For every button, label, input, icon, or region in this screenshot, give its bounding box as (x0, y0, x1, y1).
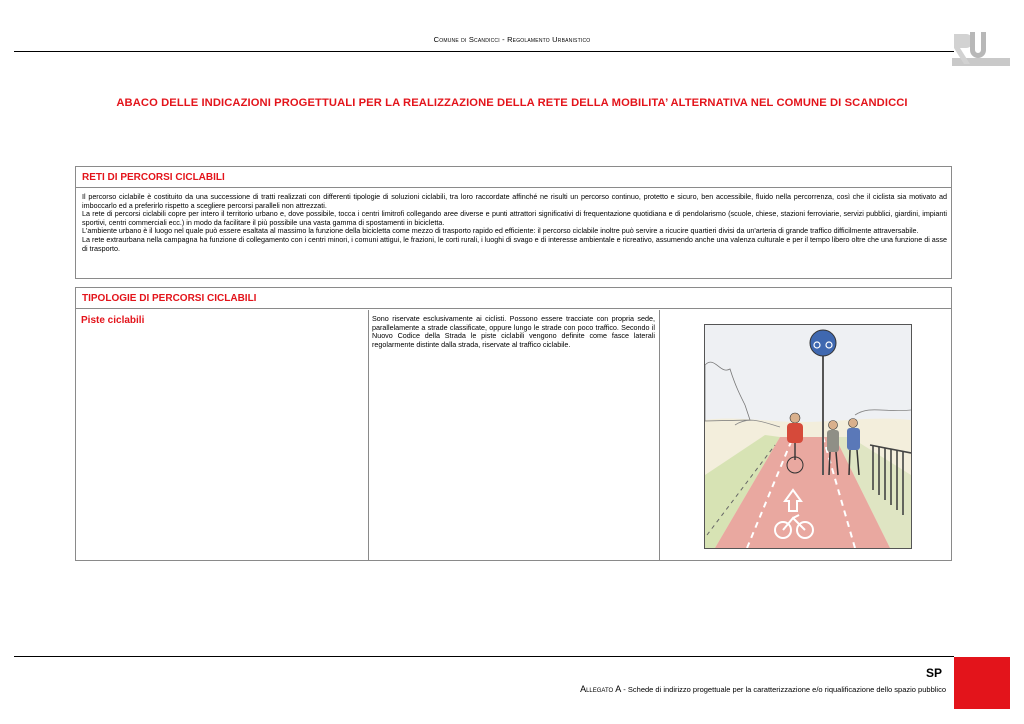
footer-rule (14, 656, 954, 657)
section-code: SP (926, 666, 943, 680)
section-tipologie (75, 287, 952, 561)
type-label: Piste ciclabili (81, 315, 145, 326)
type-label-cell (76, 310, 369, 560)
header-rule (14, 51, 954, 52)
section-reti-percorsi (75, 166, 952, 279)
tipologie-table (76, 310, 951, 560)
paragraph: L'ambiente urbano è il luogo nel quale può essere esaltata al massimo la funzione della bicicletta come mezzo di trasporto rapido ed efficiente: il percorso ciclabile inoltre può servire a ricucire quartieri divisi da un'arteria di grande traffico difficilmente attraversabile. (82, 226, 919, 236)
footer-separator: - (621, 685, 628, 694)
footer-allegato: Allegato A (580, 684, 622, 694)
footer-text: Schede di indirizzo progettuale per la caratterizzazione e/o riqualificazione dello spazio pubblico (627, 685, 946, 694)
ru-logo (952, 30, 1010, 70)
type-description: Sono riservate esclusivamente ai ciclisti. Possono essere tracciate con propria sede, parallelamente a strade classificate, oppure lungo le strade con poco traffico. Secondo il Nuovo Codice della Strada le piste ciclabili vengono definite come fasce laterali regolarmente distinte dalla strada, riservate al traffico ciclabile. (372, 314, 655, 349)
section-body (76, 188, 951, 253)
bike-lane-illustration (704, 324, 912, 549)
paragraph: Il percorso ciclabile è costituito da una successione di tratti realizzati con differenti tipologie di soluzioni ciclabili, tra loro raccordate affinché ne risulti un percorso continuo, protetto e sicuro, ben accessibile, fluido nella percorrenza, così che il ciclista sia motivato ad imboccarlo ed a preferirlo rispetto a scegliere percorsi paralleli non attrezzati. (82, 192, 947, 210)
section-divider (76, 308, 951, 309)
type-description-cell (368, 310, 660, 560)
paragraph: La rete extraurbana nella campagna ha funzione di collegamento con i centri minori, i comuni attigui, le frazioni, le corti rurali, i luoghi di svago e di interesse ambientale e ricreativo, assumendo anche una valenza culturale e per il tempo libero oltre che una funzione di asse di trasporto. (82, 234, 947, 253)
section-title: RETI DI PERCORSI CICLABILI (82, 172, 225, 183)
section-color-block (954, 657, 1010, 709)
type-illustration-cell (660, 310, 951, 560)
section-title: TIPOLOGIE DI PERCORSI CICLABILI (82, 293, 257, 304)
document-header: Comune di Scandicci - Regolamento Urbanistico (433, 35, 591, 44)
paragraph: La rete di percorsi ciclabili copre per intero il territorio urbano e, dove possibile, tocca i centri limitrofi collegando aree diverse e punti attrattori significativi di frequentazione quotidiana e di pendolarismo (scuole, chiese, stazioni ferroviarie, servizi pubblici, giardini, impianti sportivi, centri commerciali ecc.) in modo da facilitare il più possibile una vasta gamma di spostamenti in bicicletta. (82, 209, 947, 227)
page-title: ABACO DELLE INDICAZIONI PROGETTUALI PER LA REALIZZAZIONE DELLA RETE DELLA MOBILITA’ ALTERNATIVA NEL COMUNE DI SCANDICCI (116, 97, 908, 109)
document-footer (580, 684, 946, 694)
